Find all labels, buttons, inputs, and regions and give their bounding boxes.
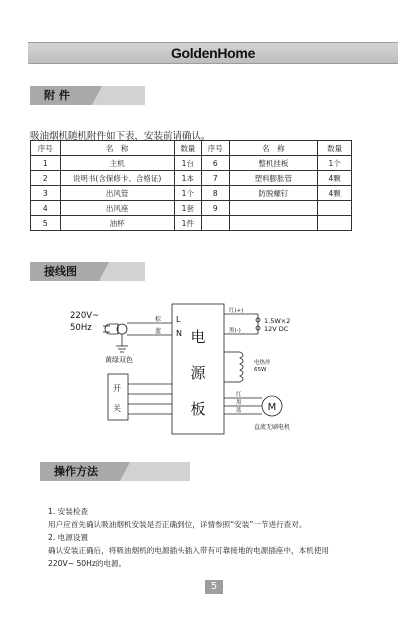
lamp-rating: 1.5W×2 [264, 317, 291, 325]
table-header: 序号 [202, 141, 229, 156]
table-header: 名 称 [60, 141, 174, 156]
table-cell: 2 [31, 171, 61, 186]
power-board-label-3: 板 [190, 400, 206, 418]
section-title-operation: 操作方法 [40, 462, 120, 481]
table-cell: 9 [202, 201, 229, 216]
table-cell: 说明书(含保修卡、合格证) [60, 171, 174, 186]
terminal-n: N [176, 329, 182, 338]
table-row [31, 156, 352, 171]
table-cell [202, 216, 229, 231]
intro-text: 吸油烟机随机附件如下表，安装前请确认。 [30, 131, 211, 142]
step2-text-line1: 确认安装正确后，将吸油烟机的电源插头插入带有可靠接地的电源插座中，本机使用 [48, 546, 329, 555]
step1-title: 1. 安装检查 [48, 507, 89, 516]
table-header: 数量 [174, 141, 201, 156]
switch-label-2: 关 [113, 404, 121, 413]
power-board-label-1: 电 [190, 328, 206, 346]
table-cell: 出风座 [60, 201, 174, 216]
brand-bar [28, 42, 398, 64]
table-header: 序号 [31, 141, 61, 156]
table-cell: 整机挂板 [229, 156, 318, 171]
table-cell: 油杯 [60, 216, 174, 231]
voltage-label: 220V~ [70, 311, 100, 321]
table-row [31, 171, 352, 186]
power-board-label-2: 源 [190, 364, 206, 382]
lamp-voltage: 12V DC [264, 325, 289, 333]
table-cell: 1套 [174, 201, 201, 216]
table-cell: 防脱螺钉 [229, 186, 318, 201]
section-header-wiring [30, 262, 145, 281]
table-cell: 7 [202, 171, 229, 186]
motor-wire-red: 红 [236, 392, 242, 398]
neutral-wire-label: 蓝 [155, 328, 162, 335]
table-cell: 塑料膨胀管 [229, 171, 318, 186]
table-row [31, 201, 352, 216]
motor-wire-blue: 蓝 [236, 408, 242, 414]
frequency-label: 50Hz [70, 323, 92, 333]
ground-label: 黄绿双色 [105, 356, 133, 364]
motor-label: 直流无刷电机 [254, 424, 291, 431]
table-cell: 1 [31, 156, 61, 171]
table-row [31, 216, 352, 231]
live-wire-label: 棕 [155, 316, 162, 323]
heater-label: 电热丝 [254, 360, 271, 366]
table-cell: 出风管 [60, 186, 174, 201]
black-minus-label: 黑(-) [229, 328, 241, 334]
table-cell: 1个 [174, 186, 201, 201]
motor-wire-black: 黑 [236, 400, 242, 406]
table-row [31, 186, 352, 201]
table-cell [318, 216, 352, 231]
terminal-l: L [176, 315, 181, 324]
heater-power: 65W [254, 367, 267, 373]
section-title-wiring: 接线图 [30, 262, 99, 281]
table-cell: 1台 [174, 156, 201, 171]
step1-text: 用户应首先确认吸油烟机安装是否正确到位，详情参照“安装”一节进行查对。 [48, 520, 307, 529]
table-cell [229, 201, 318, 216]
wiring-diagram [0, 290, 420, 450]
table-cell: 1本 [174, 171, 201, 186]
section-title-accessories: 附 件 [30, 86, 92, 105]
table-cell: 8 [202, 186, 229, 201]
accessories-table [30, 140, 352, 231]
table-cell: 3 [31, 186, 61, 201]
table-cell: 4 [31, 201, 61, 216]
plug-socket [117, 324, 127, 334]
switch-label-1: 开 [113, 384, 121, 393]
section-header-operation [40, 462, 190, 481]
table-cell: 4颗 [318, 171, 352, 186]
section-header-accessories [30, 86, 145, 105]
table-cell: 主机 [60, 156, 174, 171]
table-cell: 5 [31, 216, 61, 231]
brand-logo: GoldenHome [170, 45, 256, 61]
table-cell: 6 [202, 156, 229, 171]
motor-symbol: M [267, 402, 277, 413]
step2-title: 2. 电源设置 [48, 533, 89, 542]
table-header-row [31, 141, 352, 156]
table-cell: 4颗 [318, 186, 352, 201]
table-header: 名 称 [229, 141, 318, 156]
table-cell: 1个 [318, 156, 352, 171]
step2-text-line2: 220V~ 50Hz的电源。 [48, 559, 127, 568]
red-plus-label: 红(+) [229, 308, 244, 314]
table-header: 数量 [318, 141, 352, 156]
switch-box [108, 374, 128, 420]
plug-body [105, 324, 118, 334]
page-number: 5 [205, 580, 223, 594]
heater-coil [240, 352, 243, 382]
table-cell [318, 201, 352, 216]
table-cell [229, 216, 318, 231]
table-cell: 1件 [174, 216, 201, 231]
